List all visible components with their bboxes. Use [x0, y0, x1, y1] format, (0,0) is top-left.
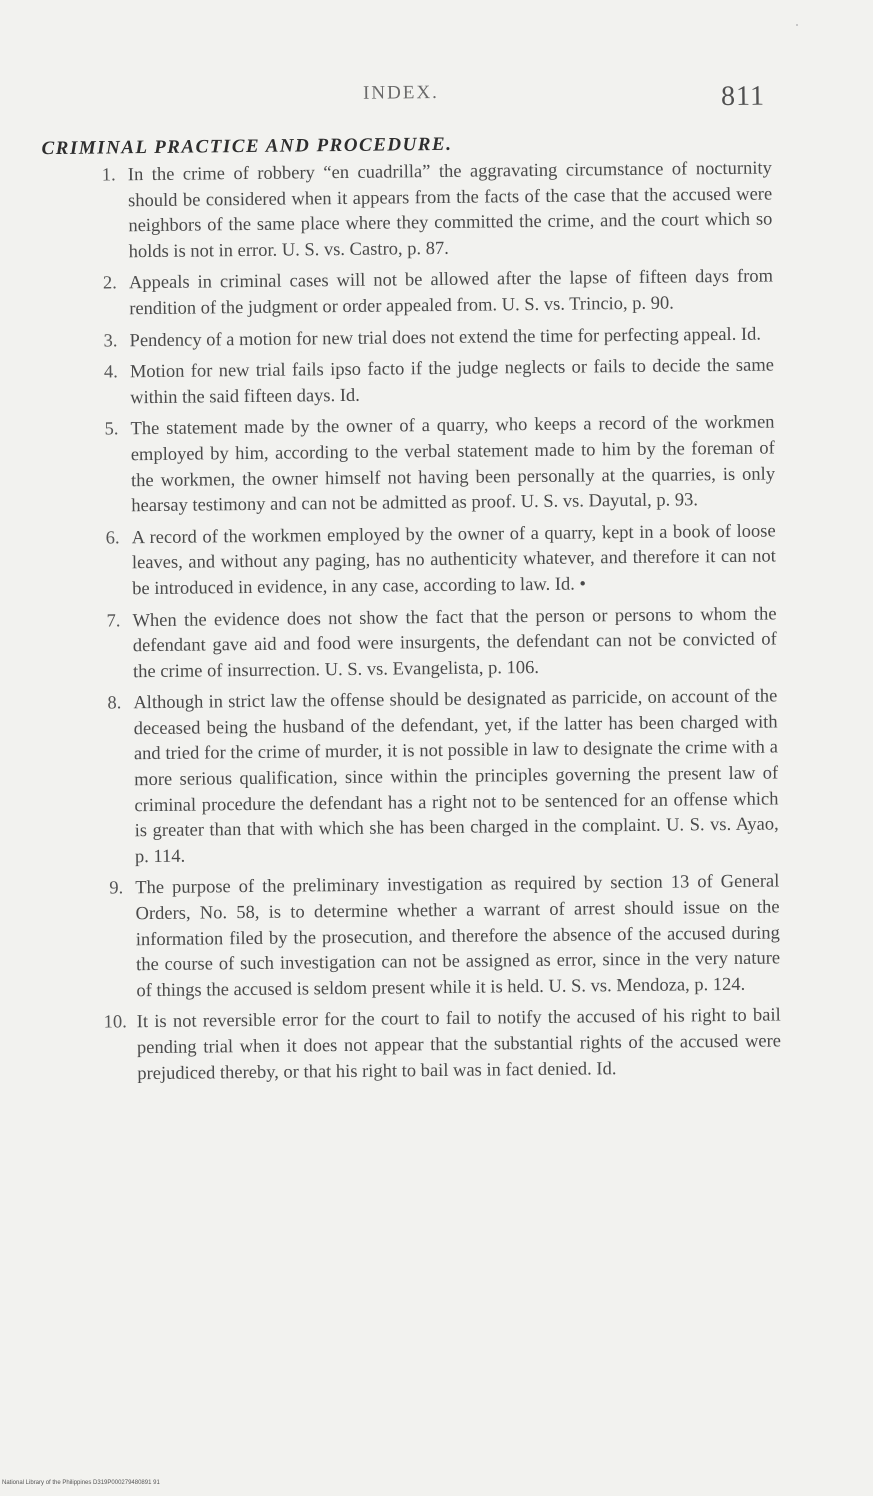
- page-number: 811: [720, 80, 766, 113]
- section-title: CRIMINAL PRACTICE AND PROCEDURE.: [41, 133, 453, 160]
- entry-text: In the crime of robbery “en cuadrilla” the aggravating circumstance of nocturnity should be considered when it appears from the facts of the case that the accused were neighbors of the same place where they committed the crime, and the court which so holds is not in error. U. S. vs. Castro, p. 87.: [127, 158, 773, 263]
- running-head: INDEX.: [362, 81, 439, 104]
- entry-number: 3.: [103, 330, 118, 352]
- entry-text: Motion for new trial fails ipso facto if the judge neglects or fails to decide the same within the said fifteen days. Id.: [129, 355, 774, 408]
- index-entry: [103, 322, 773, 355]
- entry-text: The statement made by the owner of a quarry, who keeps a record of the workmen employed by him, according to the verbal statement made to him by the foreman of the workmen, the owner himself not having been personally at the quarries, is only hearsay testimony and can not be admitted as proof. U. S. vs. Dayutal, p. 93.: [130, 412, 776, 517]
- entry-text: Although in strict law the offense should be designated as parricide, on account of the deceased being the husband of the defendant, yet, if the latter has been charged with and tried for the crime of murder, it is not possible in law to designate the crime with a more serious qualification, since within the principles governing the present law of criminal procedure the defendant has a right not to be sentenced for an offense which is greater than that with which she has been charged in the complaint. U. S. vs. Ayao, p. 114.: [133, 686, 779, 868]
- entry-text: When the evidence does not show the fact that the person or persons to whom the defendant gave aid and food were insurgents, the defendant can not be convicted of the crime of insurrection. U. S. vs. Evangelista, p. 106.: [132, 603, 777, 682]
- entry-number: 7.: [106, 610, 121, 631]
- index-entry: [102, 156, 773, 265]
- entry-number: 10.: [103, 1012, 127, 1033]
- entry-text: Pendency of a motion for new trial does not extend the time for perfecting appeal. Id.: [129, 324, 762, 351]
- index-entry: [103, 265, 773, 323]
- entry-number: 4.: [103, 362, 118, 383]
- entry-number: 2.: [102, 273, 117, 294]
- index-entries: [102, 156, 782, 1093]
- index-entry: [104, 354, 774, 412]
- index-entry: [106, 602, 777, 686]
- index-entry: [106, 519, 777, 603]
- entry-number: 8.: [107, 693, 122, 714]
- entry-number: 5.: [104, 419, 119, 440]
- entry-number: 1.: [101, 165, 116, 186]
- entry-text: It is not reversible error for the court to fail to notify the accused of his right to bail pending trial when it does not appear that the substantial rights of the accused were prejudiced thereby, or that his right to bail was in fact denied. Id.: [136, 1005, 782, 1084]
- entry-number: 6.: [105, 528, 120, 549]
- scan-credit: National Library of the Philippines D319P000279480891 91: [2, 1480, 160, 1486]
- entry-text: Appeals in criminal cases will not be allowed after the lapse of fifteen days from rendition of the judgment or order appealed from. U. S. vs. Trincio, p. 90.: [128, 266, 774, 320]
- entry-number: 9.: [109, 878, 124, 899]
- entry-text: The purpose of the preliminary investigation as required by section 13 of General Orders, No. 58, is to determine whether a warrant of arrest should issue on the information filed by the prosecution, and therefore the absence of the accused during the course of such investigation can not be assigned as error, since in the very nature of things the accused is seldom present while it is held. U. S. vs. Mendoza, p. 124.: [135, 871, 781, 1002]
- index-entry: [103, 1004, 782, 1088]
- index-entry: [107, 685, 779, 871]
- index-entry: [109, 870, 780, 1005]
- entry-text: A record of the workmen employed by the owner of a quarry, kept in a book of loose leaves, and without any paging, has no authenticity whatever, and therefore it can not be introduced in evidence, in any case, according to law. Id. •: [131, 521, 776, 600]
- index-entry: [104, 411, 775, 520]
